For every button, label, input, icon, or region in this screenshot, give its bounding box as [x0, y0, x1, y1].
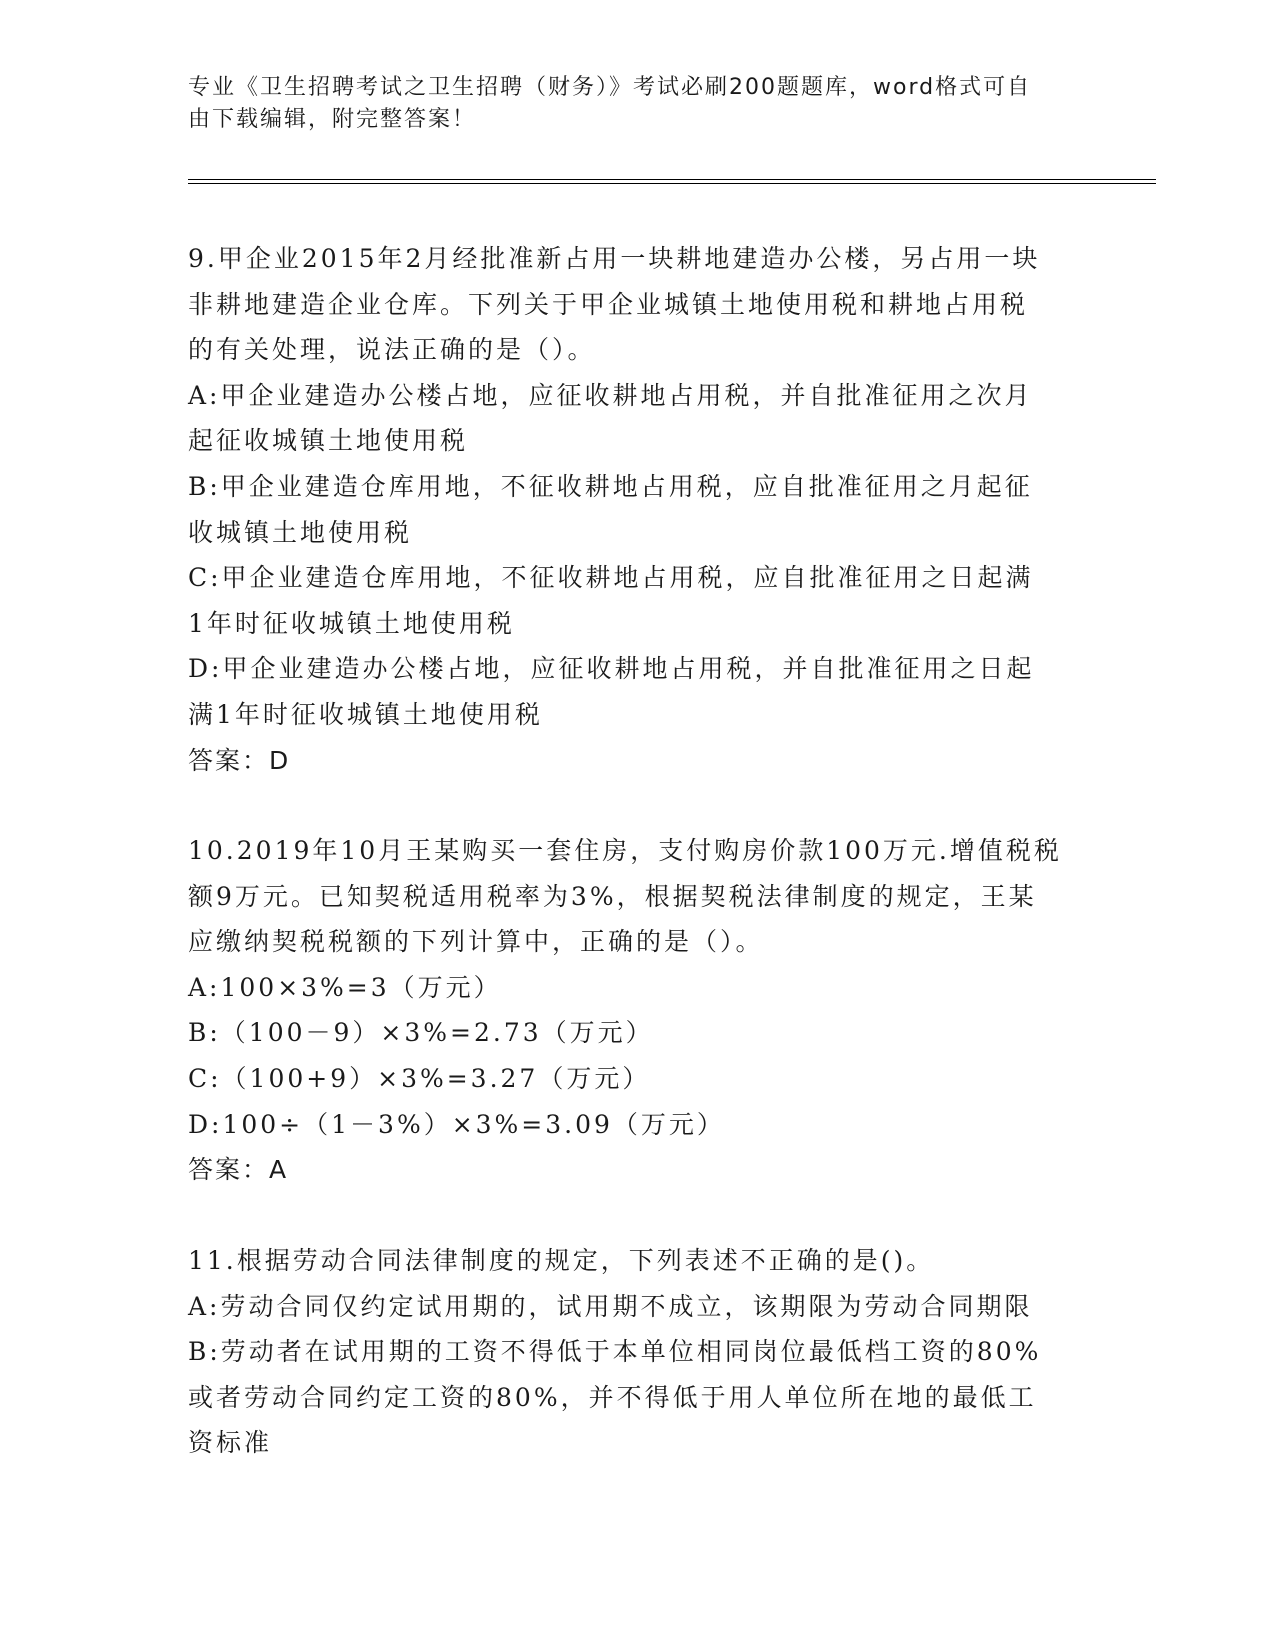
header-divider-top [188, 179, 1156, 180]
question-9 [188, 236, 1088, 783]
option-a-line: 起征收城镇土地使用税 [188, 426, 469, 456]
option-a-line: A:劳动合同仅约定试用期的，试用期不成立，该期限为劳动合同期限 [188, 1291, 1033, 1321]
option-b-line: B:甲企业建造仓库用地，不征收耕地占用税，应自批准征用之月起征 [188, 471, 1033, 501]
document-header [188, 72, 1068, 136]
header-divider-bottom [188, 183, 1156, 184]
option-b-line: B:（100－9）×3%=2.73（万元） [188, 1018, 654, 1048]
question-10 [188, 828, 1088, 1193]
option-d-line: D:100÷（1－3%）×3%=3.09（万元） [188, 1109, 725, 1139]
option-a-line: A:100×3%=3（万元） [188, 972, 502, 1002]
question-stem-line: 应缴纳契税税额的下列计算中，正确的是（）。 [188, 927, 764, 957]
option-c-line: C:甲企业建造仓库用地，不征收耕地占用税，应自批准征用之日起满 [188, 563, 1034, 593]
option-c-line: C:（100+9）×3%=3.27（万元） [188, 1063, 651, 1093]
option-c-line: 1年时征收城镇土地使用税 [188, 608, 515, 638]
question-stem-line: 9.甲企业2015年2月经批准新占用一块耕地建造办公楼，另占用一块 [188, 244, 1041, 273]
option-a-line: A:甲企业建造办公楼占地，应征收耕地占用税，并自批准征用之次月 [188, 380, 1033, 410]
question-stem-line: 10.2019年10月王某购买一套住房，支付购房价款100万元.增值税税 [188, 836, 1062, 865]
option-d-line: 满1年时征收城镇土地使用税 [188, 699, 543, 729]
option-d-line: D:甲企业建造办公楼占地，应征收耕地占用税，并自批准征用之日起 [188, 654, 1035, 684]
question-11 [188, 1238, 1088, 1466]
answer-line: 答案：A [188, 1155, 289, 1185]
answer-line: 答案：D [188, 745, 291, 775]
option-b-line: 或者劳动合同约定工资的80%，并不得低于用人单位所在地的最低工 [188, 1382, 1037, 1412]
option-b-line: 收城镇土地使用税 [188, 517, 413, 547]
question-stem-line: 11.根据劳动合同法律制度的规定，下列表述不正确的是()。 [188, 1246, 935, 1275]
question-stem-line: 非耕地建造企业仓库。下列关于甲企业城镇土地使用税和耕地占用税 [188, 289, 1029, 319]
question-stem-line: 额9万元。已知契税适用税率为3%，根据契税法律制度的规定，王某 [188, 881, 1037, 911]
header-line-1: 专业《卫生招聘考试之卫生招聘（财务）》考试必刷200题题库，word格式可自 [188, 75, 1032, 100]
question-stem-line: 的有关处理，说法正确的是（）。 [188, 335, 596, 365]
option-b-line: B:劳动者在试用期的工资不得低于本单位相同岗位最低档工资的80% [188, 1337, 1042, 1367]
option-b-line: 资标准 [188, 1428, 273, 1458]
header-line-2: 由下载编辑，附完整答案！ [188, 107, 477, 132]
